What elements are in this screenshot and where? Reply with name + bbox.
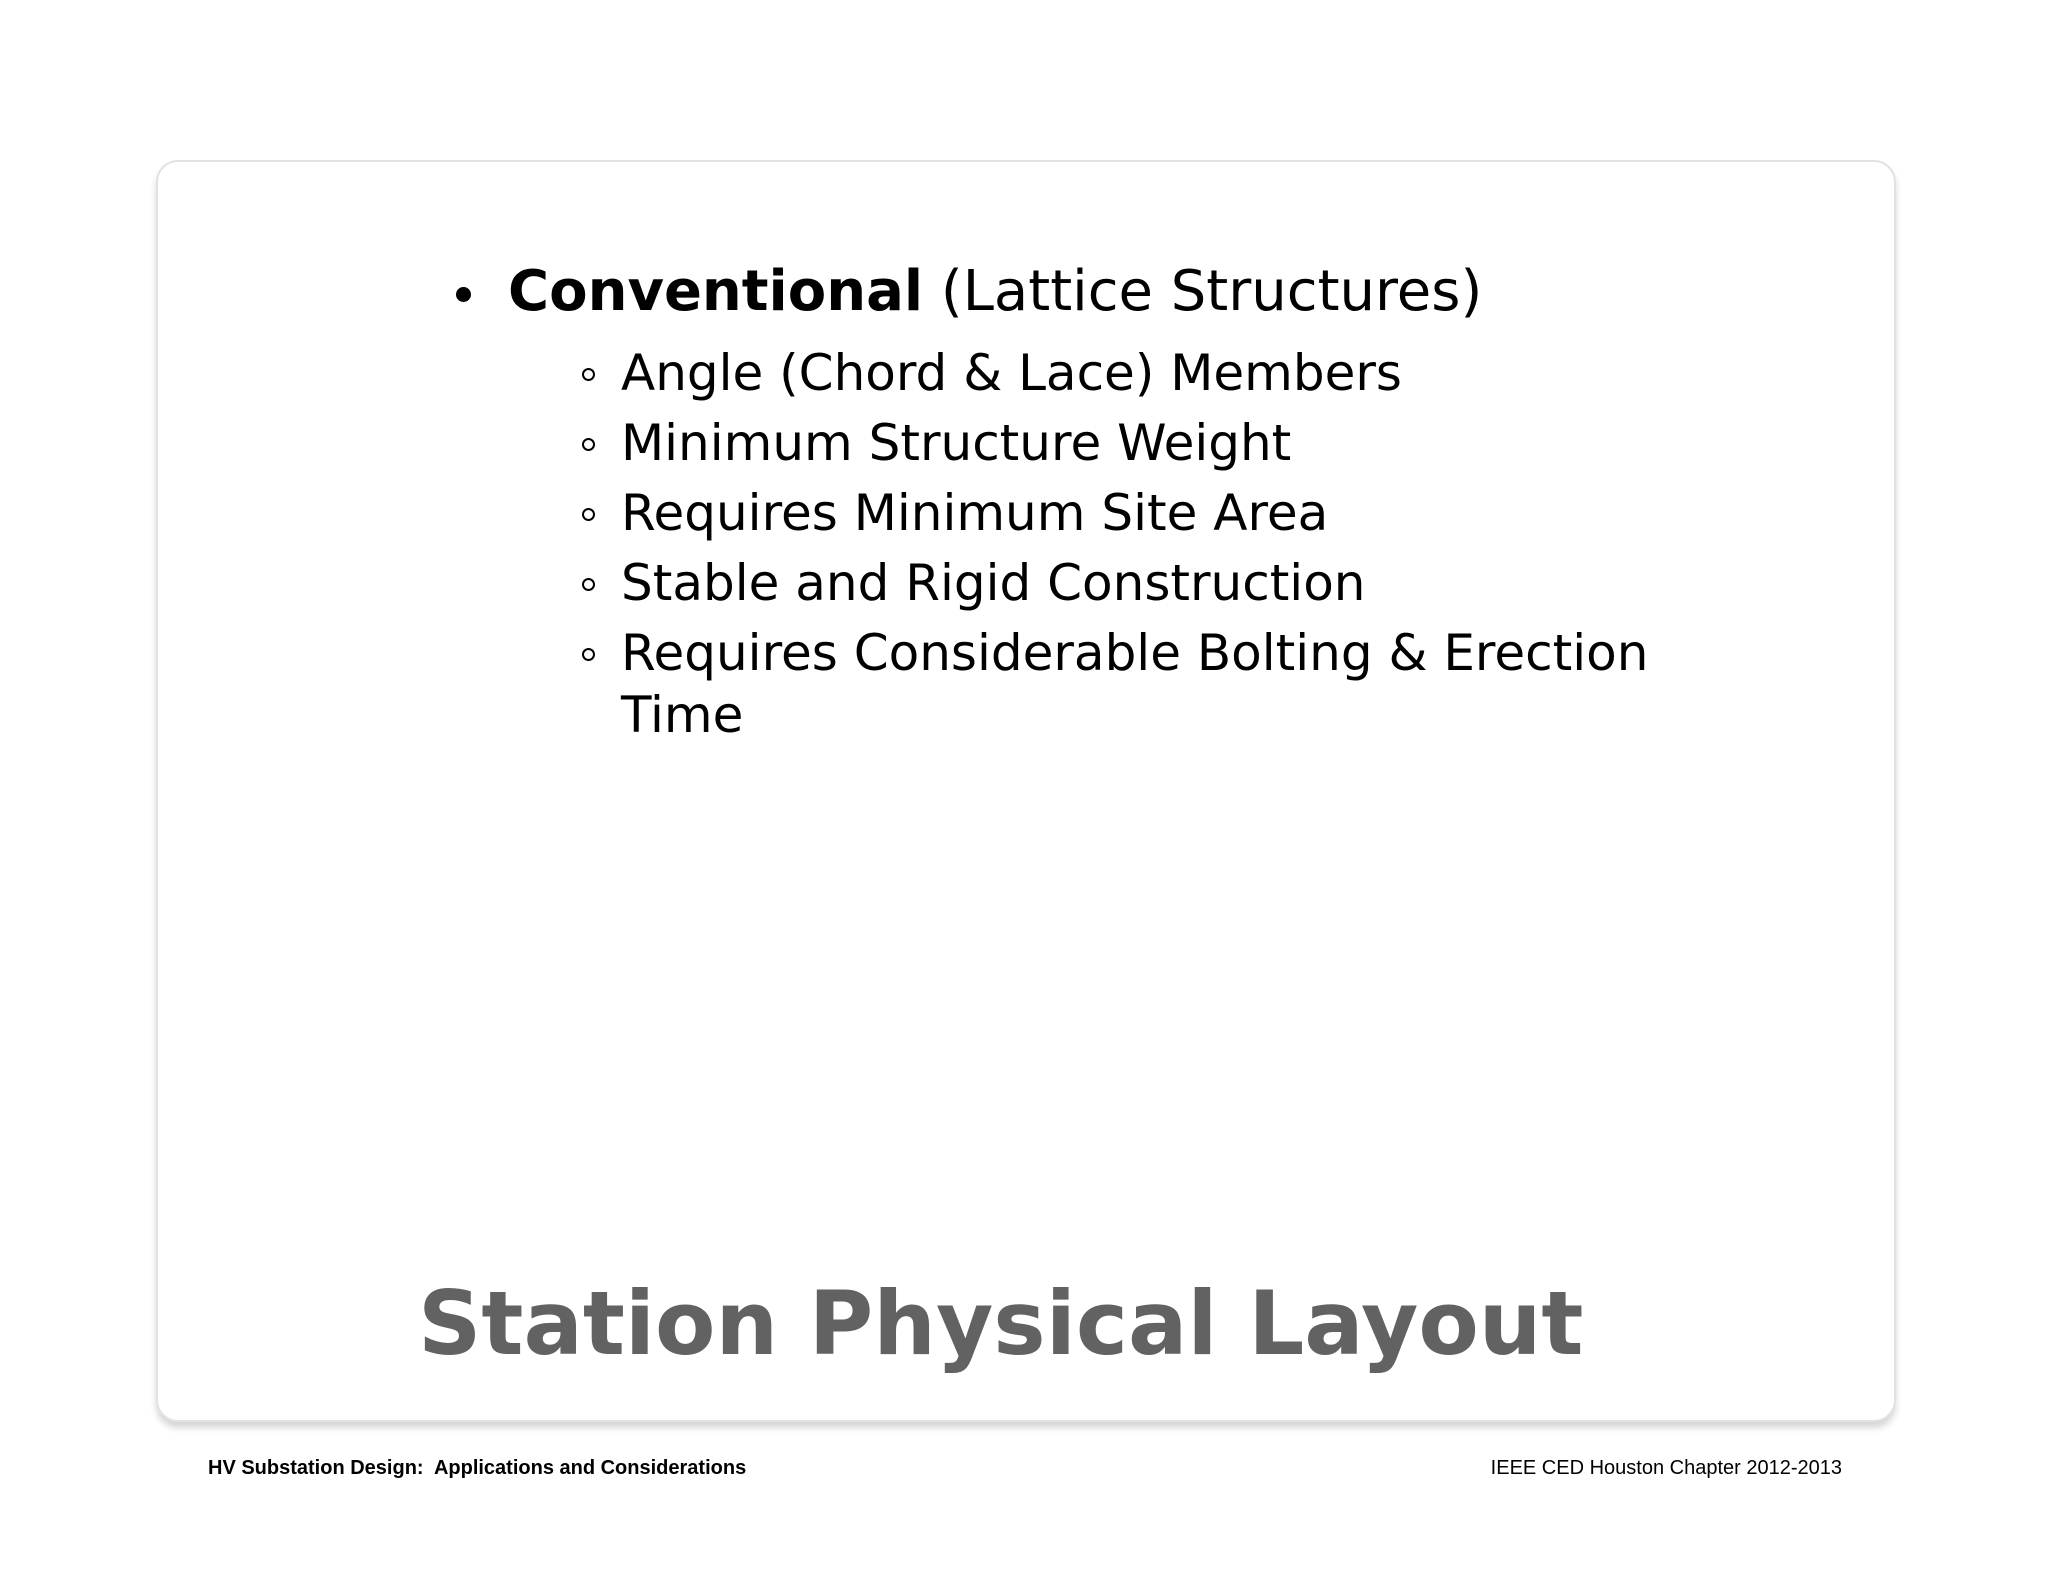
sub-bullet-text: Requires Considerable Bolting & Erection Time (621, 624, 1649, 744)
bullet-dot-icon (456, 287, 471, 302)
bullet-list (452, 250, 1712, 746)
sub-bullet-item (508, 552, 1712, 614)
sub-bullet-list (508, 342, 1712, 746)
bullet-bold-text: Conventional (508, 259, 924, 324)
hollow-bullet-icon (582, 368, 595, 381)
sub-bullet-text: Minimum Structure Weight (621, 414, 1292, 472)
hollow-bullet-icon (582, 648, 595, 661)
bullet-item-conventional (452, 250, 1712, 746)
sub-bullet-text: Stable and Rigid Construction (621, 554, 1366, 612)
hollow-bullet-icon (582, 578, 595, 591)
footer-right-text: IEEE CED Houston Chapter 2012-2013 (1490, 1457, 1842, 1479)
sub-bullet-text: Requires Minimum Site Area (621, 484, 1329, 542)
sub-bullet-item (508, 622, 1712, 746)
bullet-rest-text: (Lattice Structures) (923, 259, 1483, 324)
sub-bullet-item (508, 412, 1712, 474)
hollow-bullet-icon (582, 508, 595, 521)
footer-left-text: HV Substation Design: Applications and Considerations (208, 1457, 747, 1479)
sub-bullet-text: Angle (Chord & Lace) Members (621, 344, 1402, 402)
sub-bullet-item (508, 482, 1712, 544)
slide-title: Station Physical Layout (418, 1272, 1584, 1375)
hollow-bullet-icon (582, 438, 595, 451)
sub-bullet-item (508, 342, 1712, 404)
